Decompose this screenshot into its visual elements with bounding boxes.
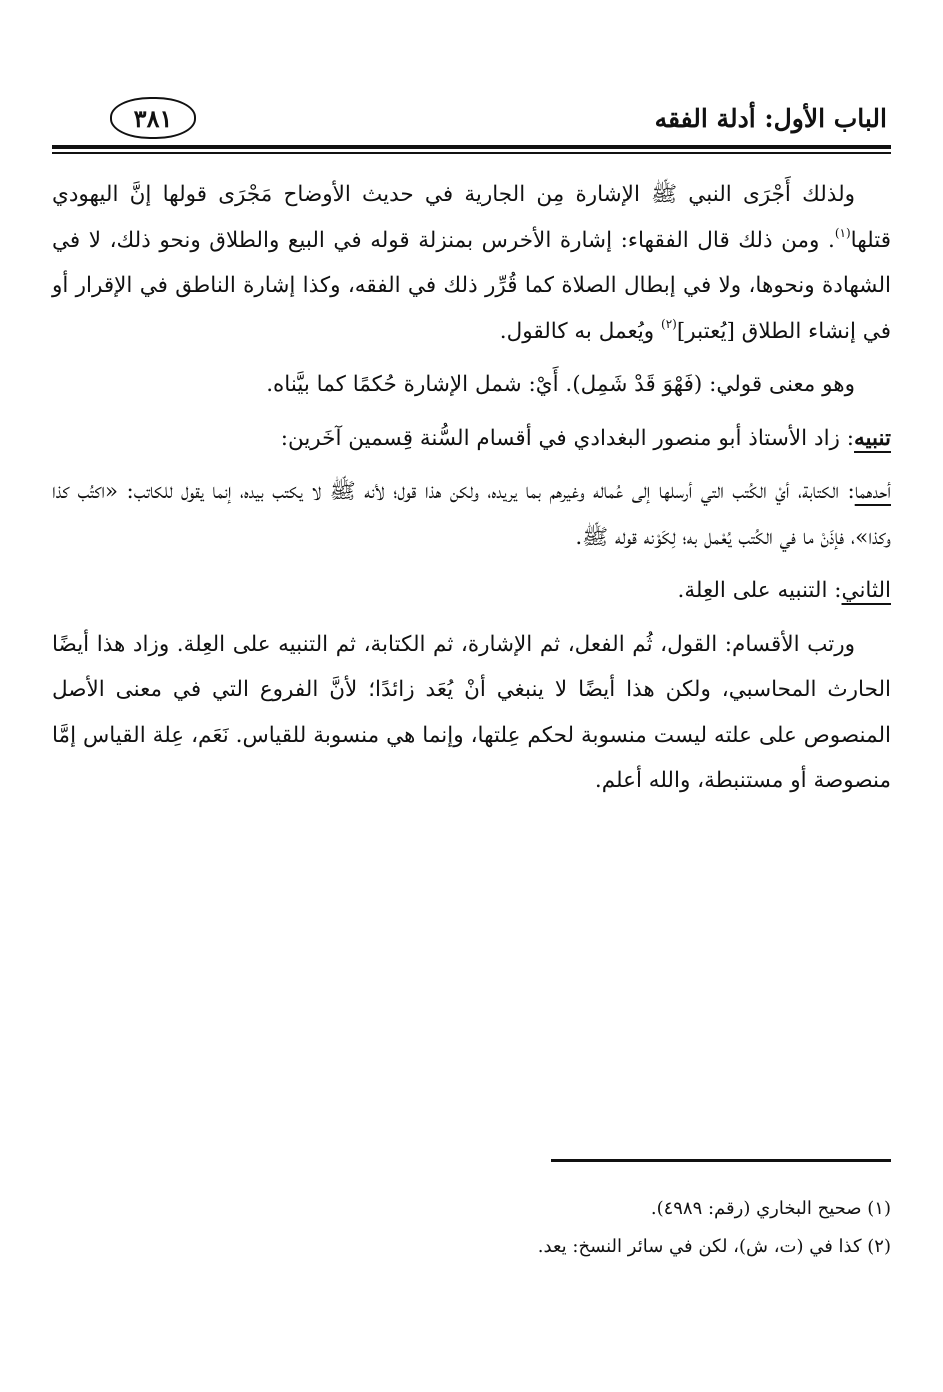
- paragraph-5: الثاني: التنبيه على العِلة.: [677, 578, 891, 603]
- footnote-ref-1[interactable]: (١): [834, 225, 851, 240]
- header-rule-thick: [52, 145, 891, 149]
- paragraph-1: ولذلك أَجْرَى النبي ﷺ الإشارة مِن الجارية في حديث الأوضاح مَجْرَى قولها إنَّ اليهودي قتلها$^{(١)}$. ومن ذلك قال الفقهاء: إشارة الأخرس بمنزلة قوله في البيع والطلاق ونحو ذلك، لا في الشهادة ونحوها، ولا في إبطال الصلاة كما قُرِّر ذلك في الفقه، وكذا إشارة الناطق في الإقرار أو في إنشاء الطلاق [يُعتبر]$^{(٢)}$ ويُعمل به كالقول.: [52, 182, 891, 344]
- footnote-divider: [551, 1159, 891, 1162]
- first-term: أحدهما: [854, 479, 891, 504]
- footnote-ref-2[interactable]: (٢): [661, 316, 677, 331]
- paragraph-6: ورتب الأقسام: القول، ثُم الفعل، ثم الإشارة، ثم الكتابة، ثم التنبيه على العِلة. وزاد هذا أيضًا الحارث المحاسبي، ولكن هذا أيضًا لا ينبغي أنْ يُعَد زائدًا؛ لأنَّ الفروع التي في معنى الأصل المنصوص على علته ليست منسوبة لحكم عِلتها، وإنما هي منسوبة للقياس. نَعَم، عِلة القياس إمَّا منصوصة أو مستنبطة، والله أعلم.: [52, 631, 891, 793]
- paragraph-3: تنبيه: زاد الأستاذ أبو منصور البغدادي في أقسام السُّنة قِسمين آخَرين:: [280, 425, 891, 451]
- page-number: ٣٨١: [110, 97, 196, 139]
- footnote-1: (١) صحيح البخاري (رقم: ٤٩٨٩).: [650, 1198, 891, 1219]
- second-term: الثاني: [841, 578, 891, 603]
- footnotes: [52, 1190, 891, 1266]
- page-header: [52, 92, 891, 144]
- paragraph-4: أحدهما: الكتابة، أيْ الكُتب التي أرسلها إلى عُماله وغيرهم بما يريده، ولكن هذا قول؛ لأنه ﷺ لا يكتب بيده، إنما يقول للكاتب: «اكتُب كذا وكذا»، فإذَنْ ما في الكُتب يُعْمل به؛ لِكَوْنه قوله ﷺ.: [52, 479, 891, 550]
- paragraph-2: وهو معنى قولي: (فَهْوَ قَدْ شَمِل). أَيْ: شمل الإشارة حُكمًا كما بيَّناه.: [266, 372, 855, 397]
- header-rule-thin: [52, 152, 891, 154]
- note-term: تنبيه: [854, 425, 891, 451]
- footnote-2: (٢) كذا في (ت، ش)، لكن في سائر النسخ: يعد.: [537, 1236, 891, 1257]
- main-text: [52, 172, 891, 804]
- chapter-title: الباب الأول: أدلة الفقه: [654, 103, 887, 133]
